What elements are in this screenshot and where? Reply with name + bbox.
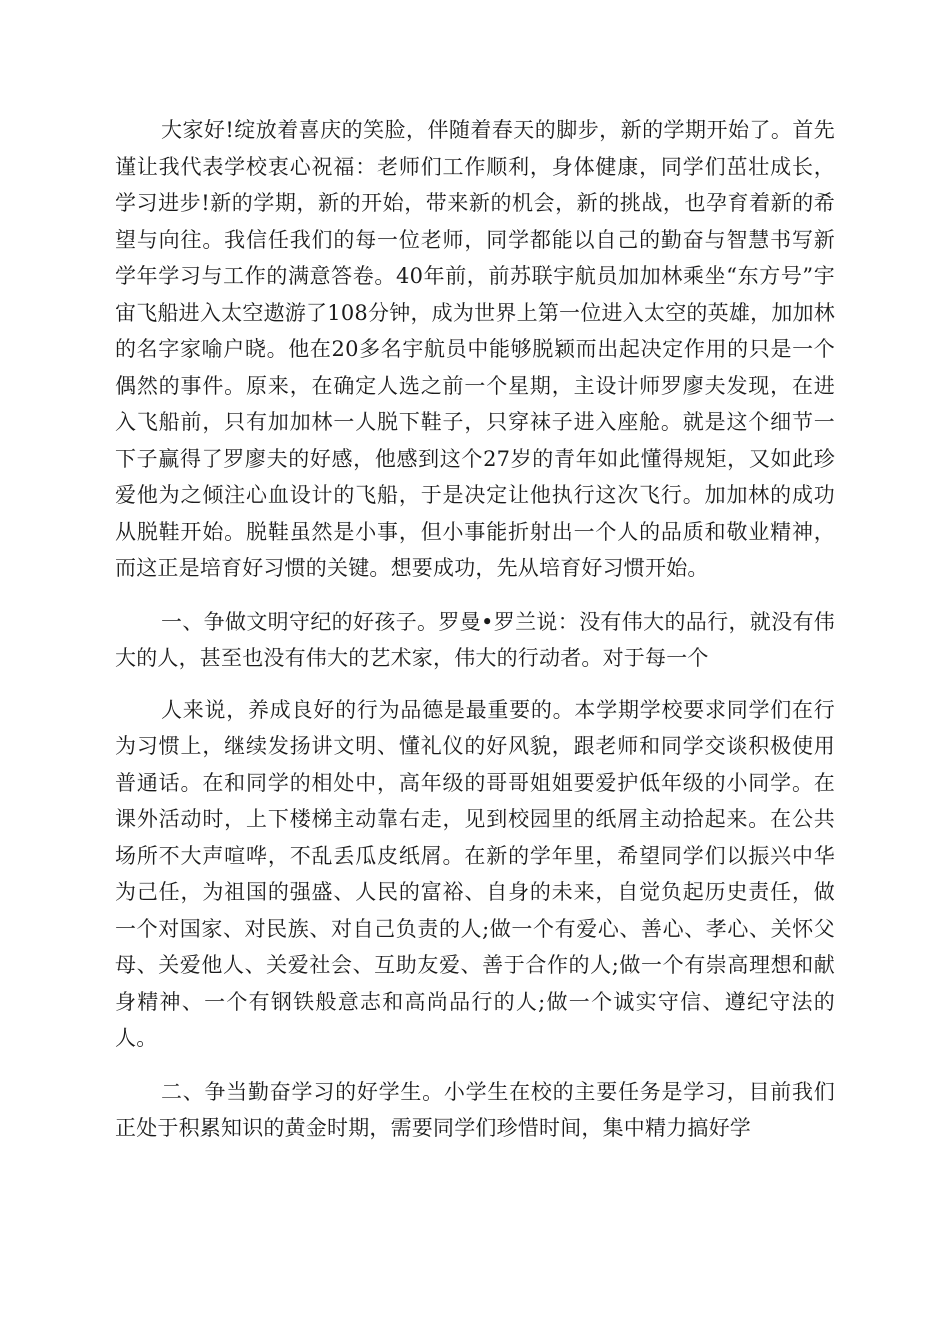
- paragraph-section-two: 二、争当勤奋学习的好学生。小学生在校的主要任务是学习，目前我们正处于积累知识的黄金时期，需要同学们珍惜时间，集中精力搞好学: [115, 1079, 835, 1140]
- paragraph-section-one-body: 人来说，养成良好的行为品德是最重要的。本学期学校要求同学们在行为习惯上，继续发扬讲文明、懂礼仪的好风貌，跟老师和同学交谈积极使用普通话。在和同学的相处中，高年级的哥哥姐姐要爱护低年级的小同学。在课外活动时，上下楼梯主动靠右走，见到校园里的纸屑主动拾起来。在公共场所不大声喧哗，不乱丢瓜皮纸屑。在新的学年里，希望同学们以振兴中华为己任，为祖国的强盛、人民的富裕、自身的未来，自觉负起历史责任，做一个对国家、对民族、对自己负责的人;做一个有爱心、善心、孝心、关怀父母、关爱他人、关爱社会、互助友爱、善于合作的人;做一个有崇高理想和献身精神、一个有钢铁般意志和高尚品行的人;做一个诚实守信、遵纪守法的人。: [115, 697, 835, 1050]
- paragraph-opening: 大家好!绽放着喜庆的笑脸，伴随着春天的脚步，新的学期开始了。首先谨让我代表学校衷心祝福：老师们工作顺利，身体健康，同学们茁壮成长，学习进步!新的学期，新的开始，带来新的机会，新的挑战，也孕育着新的希望与向往。我信任我们的每一位老师，同学都能以自己的勤奋与智慧书写新学年学习与工作的满意答卷。40年前，前苏联宇航员加加林乘坐“东方号”宇宙飞船进入太空遨游了108分钟，成为世界上第一位进入太空的英雄，加加林的名字家喻户晓。他在20多名宇航员中能够脱颖而出起决定作用的只是一个偶然的事件。原来，在确定人选之前一个星期，主设计师罗廖夫发现，在进入飞船前，只有加加林一人脱下鞋子，只穿袜子进入座舱。就是这个细节一下子赢得了罗廖夫的好感，他感到这个27岁的青年如此懂得规矩，又如此珍爱他为之倾注心血设计的飞船，于是决定让他执行这次飞行。加加林的成功从脱鞋开始。脱鞋虽然是小事，但小事能折射出一个人的品质和敬业精神，而这正是培育好习惯的关键。想要成功，先从培育好习惯开始。: [115, 118, 835, 580]
- document-page: [115, 112, 835, 1164]
- paragraph-section-one-intro: 一、争做文明守纪的好孩子。罗曼•罗兰说：没有伟大的品行，就没有伟大的人，甚至也没有伟大的艺术家，伟大的行动者。对于每一个: [115, 609, 835, 670]
